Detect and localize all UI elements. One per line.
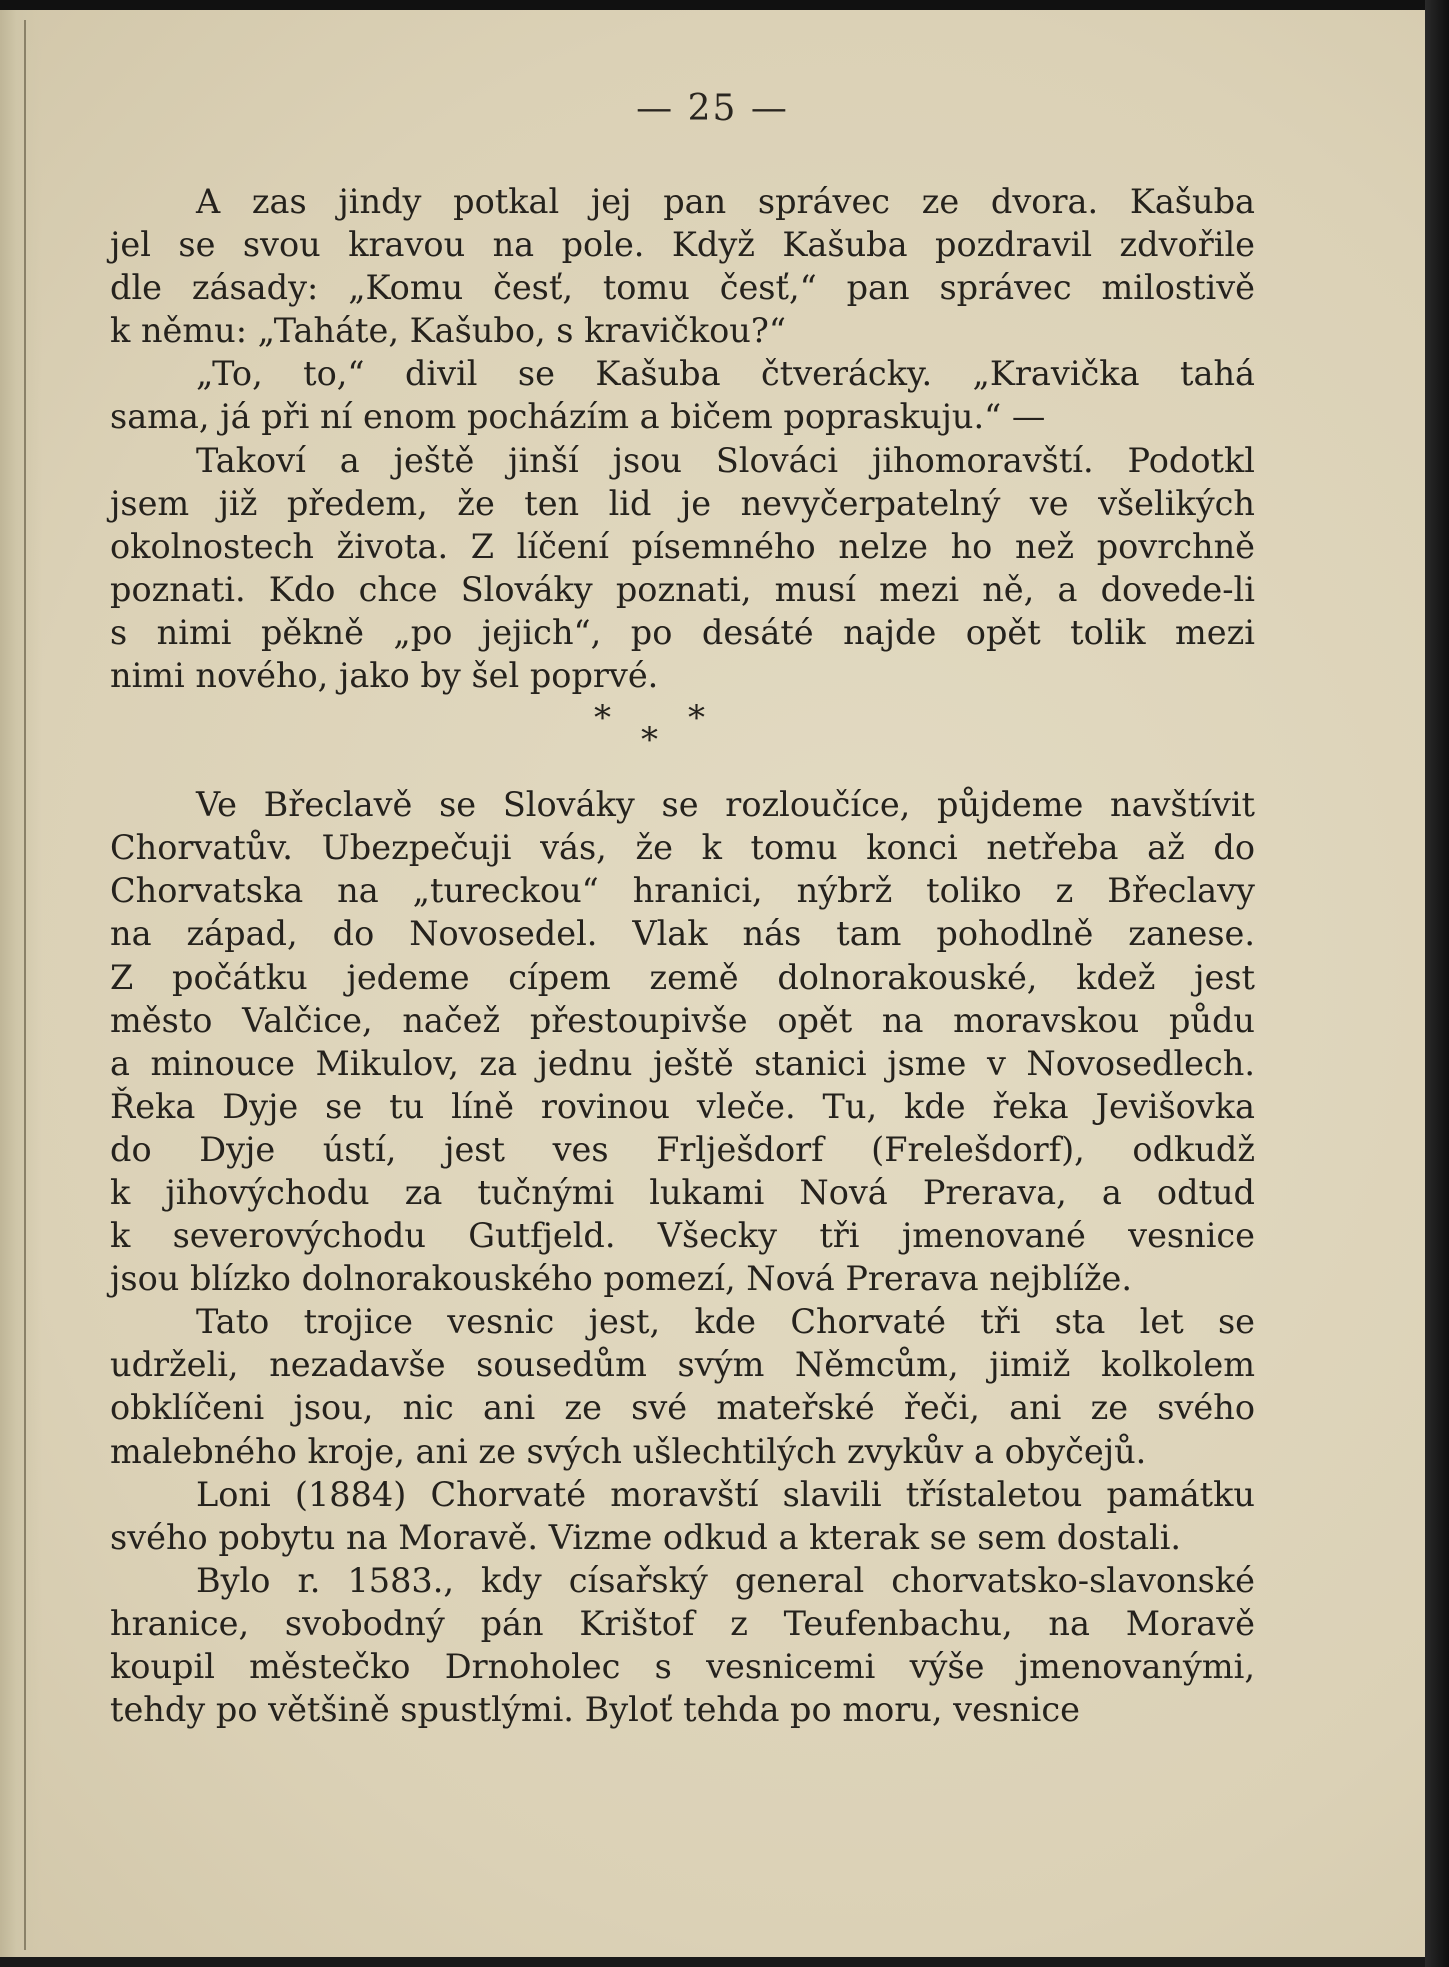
paragraph — [110, 783, 1255, 1300]
text-line: Tato trojice vesnic jest, kde Chorvaté tři sta let se — [196, 1302, 1255, 1342]
text-line: k jihovýchodu za tučnými lukami Nová Prerava, a odtud — [110, 1172, 1255, 1212]
text-line: Z počátku jedeme cípem země dolnorakouské, kdež jest — [110, 957, 1255, 997]
asterisk: * — [641, 720, 658, 761]
text-line: okolnostech života. Z líčení písemného nelze ho než povrchně — [110, 526, 1255, 566]
paragraph — [110, 1300, 1255, 1472]
text-line: jsou blízko dolnorakouského pomezí, Nová Prerava nejblíže. — [110, 1259, 1133, 1299]
section-croats — [110, 783, 1255, 1731]
text-line: Ve Břeclavě se Slováky se rozloučíce, půjdeme navštívit — [196, 785, 1255, 825]
text-line: Řeka Dyje se tu líně rovinou vleče. Tu, kde řeka Jevišovka — [110, 1086, 1255, 1126]
text-line: k němu: „Taháte, Kašubo, s kravičkou?“ — [110, 311, 786, 351]
paragraph — [110, 1473, 1255, 1559]
text-line: tehdy po většině spustlými. Byloť tehda po moru, vesnice — [110, 1690, 1080, 1730]
text-line: A zas jindy potkal jej pan správec ze dvora. Kašuba — [196, 182, 1255, 221]
paragraph — [110, 180, 1255, 352]
page-gutter — [0, 0, 42, 1957]
text-line: malebného kroje, ani ze svých ušlechtilých zvykův a obyčejů. — [110, 1431, 1147, 1471]
asterisk: * — [688, 698, 705, 739]
text-line: na západ, do Novosedel. Vlak nás tam pohodlně zanese. — [110, 914, 1255, 954]
text-line: svého pobytu na Moravě. Vizme odkud a kterak se sem dostali. — [110, 1517, 1182, 1557]
text-line: město Valčice, načež přestoupivše opět na moravskou půdu — [110, 1000, 1255, 1040]
text-line: do Dyje ústí, jest ves Frlješdorf (Frelešdorf), odkudž — [110, 1129, 1255, 1169]
body-text — [110, 180, 1255, 1731]
text-line: k severovýchodu Gutfjeld. Všecky tři jmenované vesnice — [110, 1216, 1255, 1256]
text-line: „To, to,“ divil se Kašuba čtverácky. „Kravička tahá — [196, 354, 1255, 394]
text-line: Loni (1884) Chorvaté moravští slavili třístaletou památku — [196, 1474, 1255, 1514]
text-line: s nimi pěkně „po jejich“, po desáté najde opět tolik mezi — [110, 612, 1255, 652]
text-line: dle zásady: „Komu česť, tomu česť,“ pan správec milostivě — [110, 268, 1255, 308]
section-separator — [110, 697, 1255, 783]
paragraph — [110, 1559, 1255, 1731]
asterisk: * — [594, 698, 611, 739]
text-line: a minouce Mikulov, za jednu ještě stanici jsme v Novosedlech. — [110, 1043, 1255, 1083]
scan-border-right — [1425, 0, 1449, 1967]
section-slovaks — [110, 180, 1255, 697]
text-line: jsem již předem, že ten lid je nevyčerpatelný ve všelikých — [110, 483, 1255, 523]
text-line: jel se svou kravou na pole. Když Kašuba pozdravil zdvořile — [110, 225, 1255, 265]
text-line: nimi nového, jako by šel poprvé. — [110, 656, 659, 696]
text-line: poznati. Kdo chce Slováky poznati, musí mezi ně, a dovede-li — [110, 569, 1255, 609]
paragraph — [110, 439, 1255, 698]
text-line: hranice, svobodný pán Krištof z Teufenbachu, na Moravě — [110, 1603, 1255, 1643]
text-line: koupil městečko Drnoholec s vesnicemi výše jmenovanými, — [110, 1647, 1255, 1686]
text-line: Chorvatska na „tureckou“ hranici, nýbrž toliko z Břeclavy — [110, 871, 1255, 911]
text-line: sama, já při ní enom pocházím a bičem popraskuju.“ — — [110, 397, 1046, 437]
text-line: Bylo r. 1583., kdy císařský general chorvatsko-slavonské — [196, 1560, 1255, 1600]
text-line: Chorvatův. Ubezpečuji vás, že k tomu konci netřeba až do — [110, 828, 1255, 868]
scan-border-top — [0, 0, 1449, 10]
binding-line — [24, 20, 26, 1950]
text-line: Takoví a ještě jinší jsou Slováci jihomoravští. Podotkl — [196, 440, 1255, 480]
text-line: udrželi, nezadavše sousedům svým Němcům, jimiž kolkolem — [110, 1345, 1255, 1385]
text-line: obklíčeni jsou, nic ani ze své mateřské řeči, ani ze svého — [110, 1388, 1255, 1428]
page-number: — 25 — — [636, 88, 789, 129]
paragraph — [110, 352, 1255, 438]
